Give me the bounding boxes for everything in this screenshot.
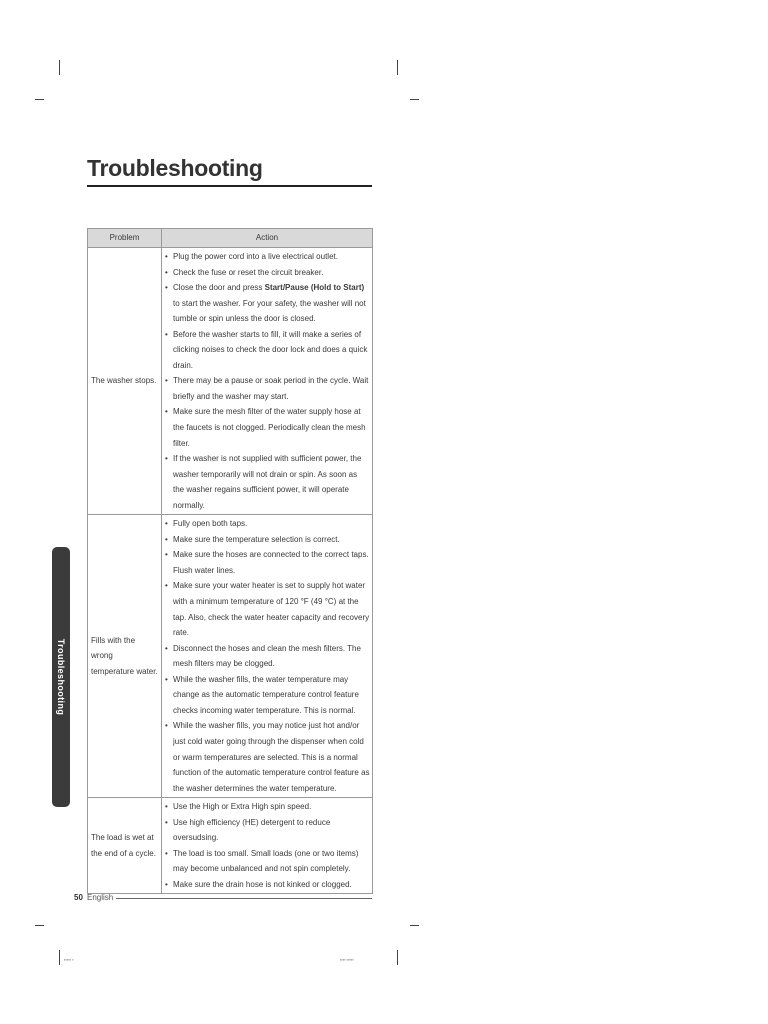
crop-mark [35, 99, 44, 100]
action-item: • If the washer is not supplied with sufficient power, the washer temporarily will not drain or spin. As soon as the washer regains sufficient power, it will operate normally. [162, 451, 370, 513]
action-item: • Check the fuse or reset the circuit breaker. [162, 265, 370, 281]
section-side-tab [52, 547, 70, 807]
crop-mark [397, 950, 398, 965]
action-text: to start the washer. For your safety, the washer will not tumble or spin unless the door is closed. [173, 298, 366, 324]
action-item: • The load is too small. Small loads (one or two items) may become unbalanced and not spin completely. [162, 846, 370, 877]
action-text: Close the door and press [173, 283, 265, 293]
crop-mark [35, 925, 44, 926]
action-item: • While the washer fills, you may notice just hot and/or just cold water going through the dispenser when cold or warm temperatures are selected. This is a normal function of the automatic temperature control feature as the washer determines the water temperature. [162, 718, 370, 796]
action-cell [162, 515, 373, 798]
page-title: Troubleshooting [87, 155, 263, 181]
page-number: 50 [74, 893, 83, 902]
print-slug-right: ▪▪▪▪ ▪▪▪▪▪ [340, 957, 354, 962]
problem-cell: The load is wet at the end of a cycle. [88, 798, 162, 894]
footer-language: English [87, 893, 114, 902]
action-item: • Use the High or Extra High spin speed. [162, 799, 370, 815]
action-item: • Make sure your water heater is set to supply hot water with a minimum temperature of 120 °F (49 °C) at the tap. Also, check the water heater capacity and recovery rate. [162, 578, 370, 640]
title-divider [87, 185, 372, 187]
footer-divider [116, 898, 372, 899]
problem-cell: Fills with the wrong temperature water. [88, 515, 162, 798]
action-item: • Before the washer starts to fill, it will make a series of clicking noises to check the door lock and does a quick drain. [162, 327, 370, 374]
print-slug-left: ▪▪▪▪▪ ▪ [64, 957, 74, 962]
column-header-problem: Problem [88, 229, 162, 248]
action-cell [162, 798, 373, 894]
action-cell [162, 248, 373, 515]
column-header-action: Action [162, 229, 373, 248]
action-item: • Use high efficiency (HE) detergent to reduce oversudsing. [162, 815, 370, 846]
crop-mark [410, 99, 419, 100]
action-item: • Plug the power cord into a live electrical outlet. [162, 249, 370, 265]
troubleshooting-table [87, 228, 373, 894]
action-item: • Make sure the hoses are connected to the correct taps. Flush water lines. [162, 547, 370, 578]
table-row [88, 248, 373, 515]
action-item: • There may be a pause or soak period in the cycle. Wait briefly and the washer may start. [162, 373, 370, 404]
crop-mark [59, 60, 60, 75]
action-item [162, 280, 370, 327]
side-tab-label: Troubleshooting [56, 638, 66, 716]
table-row [88, 798, 373, 894]
table-header-row [88, 229, 373, 248]
action-item: • Disconnect the hoses and clean the mesh filters. The mesh filters may be clogged. [162, 641, 370, 672]
crop-mark [410, 925, 419, 926]
button-name-start-pause: Start/Pause (Hold to Start) [264, 283, 365, 293]
problem-cell: The washer stops. [88, 248, 162, 515]
crop-mark [397, 60, 398, 75]
action-item: • Make sure the mesh filter of the water supply hose at the faucets is not clogged. Periodically clean the mesh filter. [162, 404, 370, 451]
action-item: • Fully open both taps. [162, 516, 370, 532]
action-item: • Make sure the temperature selection is correct. [162, 532, 370, 548]
action-item: • Make sure the drain hose is not kinked or clogged. [162, 877, 370, 893]
table-row [88, 515, 373, 798]
crop-mark [59, 950, 60, 965]
action-item: • While the washer fills, the water temperature may change as the automatic temperature control feature checks incoming water temperature. This is normal. [162, 672, 370, 719]
